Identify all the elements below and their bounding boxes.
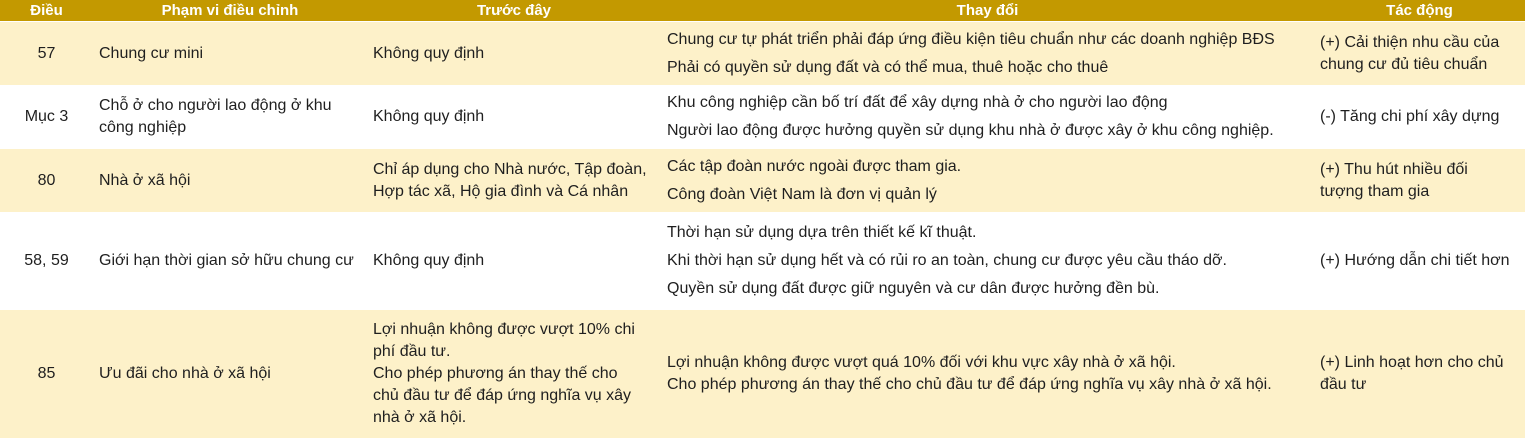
- cell-before: [367, 22, 661, 86]
- cell-line: Ưu đãi cho nhà ở xã hội: [99, 364, 271, 382]
- cell-line: Người lao động được hưởng quyền sử dụng khu nhà ở được xây ở khu công nghiệp.: [667, 122, 1274, 139]
- cell-line: (+) Thu hút nhiều đối: [1320, 160, 1468, 178]
- table-header-row: [0, 0, 1525, 22]
- cell-line: Nhà ở xã hội: [99, 171, 191, 189]
- header-change: Thay đổi: [661, 0, 1314, 22]
- cell-line: Không quy định: [373, 252, 485, 269]
- cell-line: Hợp tác xã, Hộ gia đình và Cá nhân: [373, 182, 629, 200]
- cell-line: (+) Linh hoạt hơn cho chủ: [1320, 353, 1504, 371]
- cell-line: Không quy định: [373, 44, 485, 62]
- cell-line: Lợi nhuận không được vượt quá 10% đối với khu vực xây nhà ở xã hội.: [667, 353, 1176, 371]
- cell-line: Giới hạn thời gian sở hữu chung cư: [99, 252, 354, 269]
- table-row: [0, 310, 1525, 438]
- header-impact: Tác động: [1314, 0, 1525, 22]
- cell-article: 80: [0, 149, 93, 213]
- cell-before: [367, 310, 661, 438]
- table-row: [0, 213, 1525, 310]
- cell-line: phí đầu tư.: [373, 342, 451, 360]
- cell-before: [367, 213, 661, 310]
- cell-change: [661, 213, 1314, 310]
- cell-line: Quyền sử dụng đất được giữ nguyên và cư dân được hưởng đền bù.: [667, 280, 1160, 297]
- cell-line: Cho phép phương án thay thế cho: [373, 364, 618, 382]
- cell-line: (-) Tăng chi phí xây dựng: [1320, 108, 1500, 125]
- cell-change: [661, 86, 1314, 149]
- cell-line: Chỉ áp dụng cho Nhà nước, Tập đoàn,: [373, 160, 647, 178]
- cell-line: Thời hạn sử dụng dựa trên thiết kế kĩ thuật.: [667, 224, 977, 241]
- cell-impact: [1314, 86, 1525, 149]
- cell-line: Các tập đoàn nước ngoài được tham gia.: [667, 157, 962, 175]
- cell-line: Công đoàn Việt Nam là đơn vị quản lý: [667, 185, 937, 203]
- cell-before: [367, 149, 661, 213]
- cell-line: Phải có quyền sử dụng đất và có thể mua, thuê hoặc cho thuê: [667, 58, 1109, 76]
- cell-line: Chỗ ở cho người lao động ở khu: [99, 97, 332, 114]
- cell-scope: [93, 310, 367, 438]
- cell-line: chủ đầu tư để đáp ứng nghĩa vụ xây: [373, 386, 632, 404]
- cell-scope: [93, 22, 367, 86]
- table-row: [0, 149, 1525, 213]
- cell-article: 57: [0, 22, 93, 86]
- cell-line: tượng tham gia: [1320, 182, 1430, 200]
- cell-line: chung cư đủ tiêu chuẩn: [1320, 55, 1488, 73]
- cell-scope: [93, 213, 367, 310]
- cell-impact: [1314, 149, 1525, 213]
- cell-line: nhà ở xã hội.: [373, 408, 467, 426]
- cell-scope: [93, 149, 367, 213]
- cell-line: Cho phép phương án thay thế cho chủ đầu tư để đáp ứng nghĩa vụ xây nhà ở xã hội.: [667, 375, 1272, 393]
- cell-impact: [1314, 213, 1525, 310]
- cell-line: Chung cư mini: [99, 44, 204, 62]
- cell-impact: [1314, 22, 1525, 86]
- cell-change: [661, 310, 1314, 438]
- cell-line: Chung cư tự phát triển phải đáp ứng điều kiện tiêu chuẩn như các doanh nghiệp BĐS: [667, 30, 1275, 48]
- cell-change: [661, 149, 1314, 213]
- header-scope: Phạm vi điều chỉnh: [93, 0, 367, 22]
- cell-before: [367, 86, 661, 149]
- cell-impact: [1314, 310, 1525, 438]
- header-article: Điều: [0, 0, 93, 22]
- cell-line: Khu công nghiệp cần bố trí đất để xây dựng nhà ở cho người lao động: [667, 94, 1168, 111]
- cell-line: Lợi nhuận không được vượt 10% chi: [373, 320, 635, 338]
- cell-line: (+) Hướng dẫn chi tiết hơn: [1320, 252, 1510, 269]
- cell-line: Không quy định: [373, 108, 485, 125]
- cell-article: 58, 59: [0, 213, 93, 310]
- cell-article: 85: [0, 310, 93, 438]
- cell-line: (+) Cải thiện nhu cầu của: [1320, 33, 1500, 51]
- cell-line: Khi thời hạn sử dụng hết và có rủi ro an toàn, chung cư được yêu cầu tháo dỡ.: [667, 252, 1227, 269]
- cell-change: [661, 22, 1314, 86]
- cell-line: đầu tư: [1320, 375, 1367, 393]
- cell-scope: [93, 86, 367, 149]
- cell-line: công nghiệp: [99, 119, 187, 136]
- table-row: [0, 86, 1525, 149]
- header-before: Trước đây: [367, 0, 661, 22]
- cell-article: Mục 3: [0, 86, 93, 149]
- table-row: [0, 22, 1525, 86]
